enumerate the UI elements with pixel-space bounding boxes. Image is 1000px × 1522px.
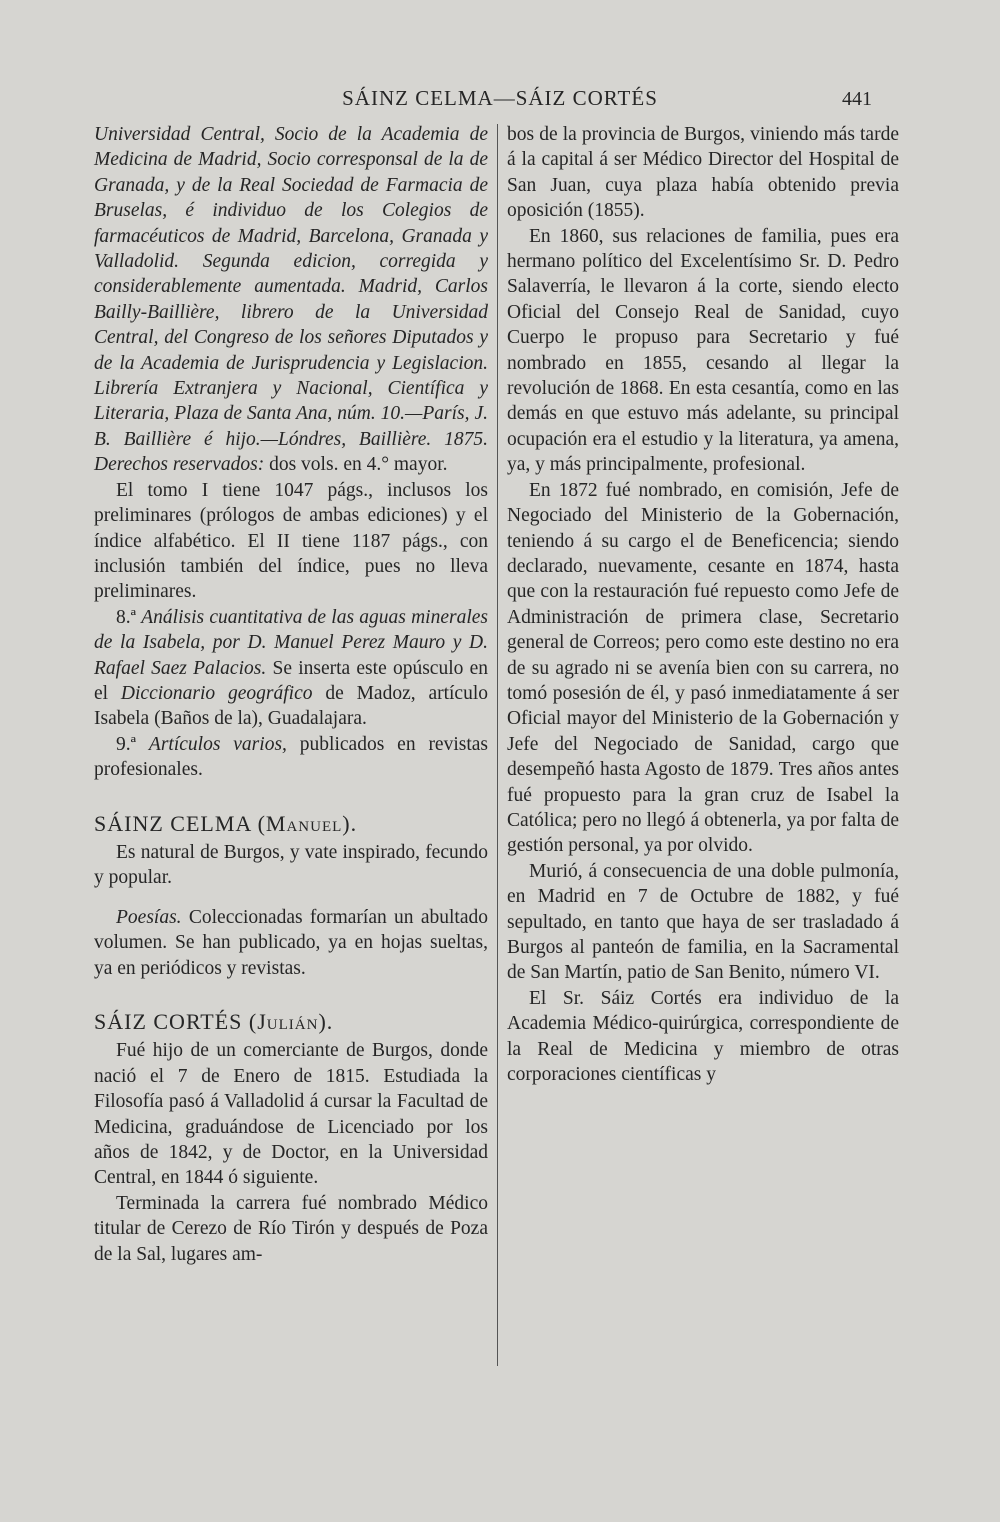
page-number: 441 (842, 88, 872, 110)
item-9-title: Artículos varios, (148, 733, 287, 755)
citation-tail: dos vols. en 4.° mayor. (269, 454, 448, 476)
entry-paragraph: bos de la provincia de Burgos, viniendo más tarde á la capital á ser Médico Director del Hospital de San Juan, cuya plaza había obtenido previa oposición (1855). (507, 124, 899, 222)
continuation-text (94, 122, 488, 478)
running-title: SÁINZ CELMA—SÁIZ CORTÉS (342, 86, 658, 110)
entry-paragraph: Murió, á consecuencia de una doble pulmonía, en Madrid en 7 de Octubre de 1882, y fué sepultado, en tanto que haya de ser trasladado á Burgos al panteón de familia, en la Sacramental de San Martín, patio de San Benito, número VI. (507, 860, 899, 984)
item-8-mid: Se inserta este opúsculo en el (94, 657, 488, 704)
item-8-dictionary: Diccionario geográfico (120, 682, 313, 704)
entry-work (94, 905, 488, 981)
citation-italic: Universidad Central, Socio de la Academia de Medicina de Madrid, Socio corresponsal de la de Granada, y de la Real Sociedad de Farmacia de Bruselas, é individuo de los Colegios de farmacéuticos de Madrid, Barcelona, Granada y Valladolid. Segunda edicion, corregida y considerablemente aumentada. Madrid, Carlos Bailly-Baillière, librero de la Universidad Central, del Congreso de los señores Diputados y de la Academia de Jurisprudencia y Legislacion. Librería Extranjera y Nacional, Científica y Literaria, Plaza de Santa Ana, núm. 10.—París, J. B. Baillière é hijo.—Lóndres, Baillière. 1875. Derechos reservados: (94, 124, 488, 476)
entry-paragraph: Es natural de Burgos, y vate inspirado, fecundo y popular. (94, 841, 488, 889)
left-column (94, 122, 488, 1267)
entry-given-name: (Julián). (248, 1009, 334, 1034)
item-8-tail: de Madoz, artículo Isabela (Baños de la), Guadalajara. (94, 682, 488, 730)
entry-heading-saiz-cortes (94, 1009, 488, 1034)
entry-paragraph: En 1872 fué nombrado, en comisión, Jefe de Negociado del Ministerio de la Gobernación, teniendo á su cargo el de Beneficencia; siendo declarado, nuevamente, cesante en 1874, hasta que con la restauración fué repuesto como Jefe de Administración de primera clase, Secretario general de Correos; pero como este destino no era de su agrado ni se avenía bien con su carrera, no tomó posesión de él, y pasó inmediatamente á ser Oficial mayor del Ministerio de la Gobernación y Jefe del Negociado de Sanidad, cargo que desempeñó hasta Agosto de 1879. Tres años antes fué propuesto para la gran cruz de Isabel la Católica; pero no llegó á obtenerla, ya por falta de gestión personal, ya por olvido. (507, 479, 899, 857)
entry-paragraph: El Sr. Sáiz Cortés era individuo de la Academia Médico-quirúrgica, correspondiente de la Real de Medicina y miembro de otras corporaciones científicas y (507, 987, 899, 1086)
work-description: Coleccionadas formarían un abultado volumen. Se han publicado, ya en hojas sueltas, ya en periódicos y revistas. (94, 906, 489, 979)
entry-paragraph: En 1860, sus relaciones de familia, pues era hermano político del Excelentísimo Sr. D. Pedro Salaverría, le llevaron á la corte, siendo electo Oficial del Consejo Real de Sanidad, cuyo Cuerpo le propuso para Secretario y fué nombrado en 1855, cesando al llegar la revolución de 1868. En esta cesantía, como en las demás en que estuvo más adelante, su principal ocupación era el estudio y la literatura, ya amena, ya, y más principalmente, profesional. (507, 225, 899, 476)
item-8-number: 8.ª (116, 606, 137, 628)
work-title: Poesías. (116, 906, 182, 928)
item-9 (94, 732, 488, 783)
item-8-title: Análisis cuantitativa de las aguas minerales de la Isabela, por D. Manuel Perez Mauro y D. Rafael Saez Palacios. (94, 606, 489, 679)
entry-surname: SÁINZ CELMA (94, 810, 252, 836)
entry-paragraph: Fué hijo de un comerciante de Burgos, donde nació el 7 de Enero de 1815. Estudiada la Filosofía pasó á Valladolid á cursar la Facultad de Medicina, graduándose de Licenciado por los años de 1842, y de Doctor, en la Universidad Central, en 1844 ó siguiente. (94, 1040, 488, 1189)
entry-surname: SÁIZ CORTÉS (94, 1009, 243, 1034)
volume-description: El tomo I tiene 1047 págs., inclusos los preliminares (prólogos de ambas ediciones) y el índice alfabético. El II tiene 1187 págs., con inclusión también del índice, pues no lleva preliminares. (94, 479, 488, 603)
entry-given-name: (Manuel). (257, 810, 358, 836)
entry-paragraph: Terminada la carrera fué nombrado Médico titular de Cerezo de Río Tirón y después de Poza de la Sal, lugares am- (94, 1192, 488, 1265)
right-column (507, 122, 899, 1087)
item-9-number: 9.ª (116, 733, 137, 755)
column-divider (497, 124, 498, 1366)
item-8 (94, 605, 488, 732)
entry-heading-sainz-celma (94, 811, 488, 836)
item-9-tail: publicados en revistas profesionales. (94, 733, 489, 781)
